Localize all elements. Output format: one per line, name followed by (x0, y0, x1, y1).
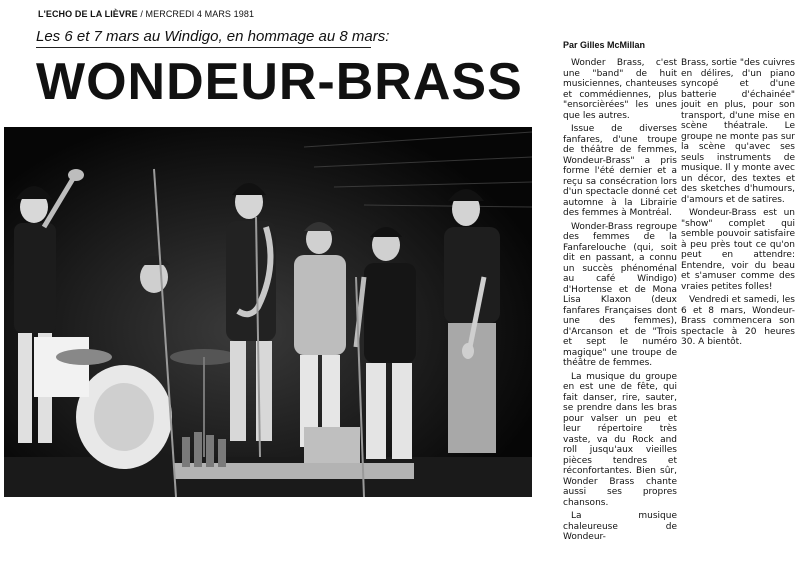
paragraph: Wondeur-Brass est un "show" complet qui semble pouvoir satisfaire à peu près tout ce qu'on peut en attendre: Entendre, voir du beau et s'amuser comme des vraies petites folles! (681, 208, 795, 292)
paragraph: La musique chaleureuse de Wondeur- (563, 511, 677, 542)
issue-date: / MERCREDI 4 MARS 1981 (137, 9, 255, 19)
headline: WONDEUR-BRASS (36, 53, 523, 111)
byline: Par Gilles McMillan (563, 40, 646, 50)
paragraph: Issue de diverses fanfares, d'une troupe de théâtre de femmes, Wondeur-Brass" a pris forme l'été dernier et a reçu sa consécration lors d'un spectacle donné cet automne à la Librairie des femmes à Montréal. (563, 124, 677, 218)
paragraph: La musique du groupe en est une de fête, qui fait danser, rire, sauter, se prendre dans les bras pour valser un peu et leur répertoire très vaste, va du Rock and roll jusqu'aux vieilles pièces tendres et réconfortantes. Bien sûr, Wonder Brass chante aussi ses propres chansons. (563, 371, 677, 508)
masthead (38, 9, 254, 19)
paragraph: Wonder Brass, c'est une "band" de huit musiciennes, chanteuses et commédiennes, plus "ensorcièrées" les unes que les autres. (563, 58, 677, 121)
newspaper-name: L'ECHO DE LA LIÈVRE (38, 9, 138, 19)
article-column-1 (563, 58, 677, 546)
paragraph: Brass, sortie "des cuivres en délires, d'un piano syncopé et d'une batterie d'échainée" jouit en plus, pour son transport, d'une mise en scène théatrale. Le groupe ne monte pas sur la scène qu'avec ses seuls instruments de musique. Il y monte avec un décor, des textes et des sketches d'humours, d'amours et de satires. (681, 58, 795, 205)
article-column-2 (681, 58, 795, 351)
figure-trumpet-player (444, 189, 500, 453)
paragraph: Vendredi et samedi, les 6 et 8 mars, Wondeur-Brass commencera son spectacle à 20 heures 30. A bientôt. (681, 295, 795, 347)
subheadline: Les 6 et 7 mars au Windigo, en hommage au 8 mars: (36, 28, 390, 45)
subhead-rule (36, 47, 371, 48)
band-photo (4, 127, 532, 497)
paragraph: Wonder-Brass regroupe des femmes de la Fanfarelouche (qui, soit dit en passant, a connu un succès phénoménal au café Windigo) d'Hortense et de Mona Lisa Klaxon (deux fanfares Françaises dont une des femmes), d'Arcanson et de "Trois et sept le numéro magique" une troupe de théâtre de femmes. (563, 221, 677, 368)
